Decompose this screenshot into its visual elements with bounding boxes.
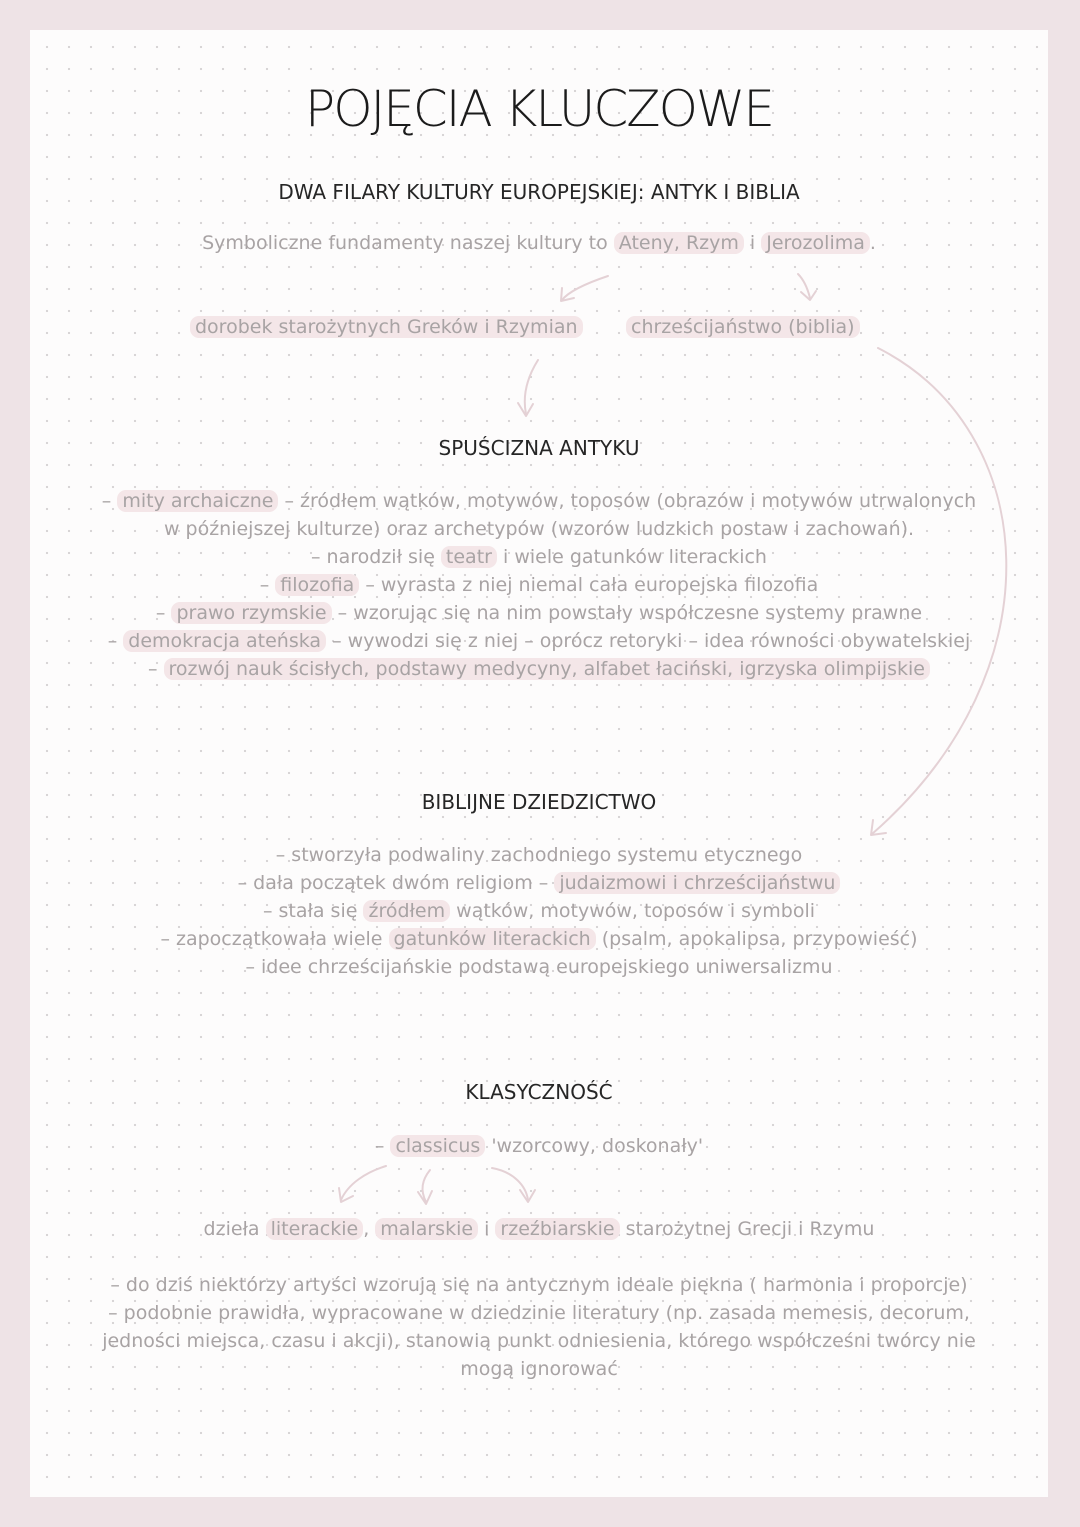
- line-text: – zapoczątkowała wiele: [160, 928, 389, 950]
- dash: –: [155, 602, 172, 624]
- line-text: – stała się: [262, 900, 364, 922]
- arrow-classicus-left-head: [339, 1188, 353, 1202]
- line-text: starożytnej Grecji i Rzymu: [619, 1218, 875, 1240]
- line-text: wątków, motywów, toposów i symboli: [450, 900, 816, 922]
- branch-left-wrap: [190, 316, 590, 338]
- highlight-gatunki: gatunków literackich: [389, 928, 596, 950]
- arrow-classicus-right: [492, 1168, 528, 1200]
- spuscizna-line-6: [30, 630, 1048, 652]
- highlight-demokracja: demokracja ateńska: [123, 630, 326, 652]
- separator: ,: [363, 1218, 376, 1240]
- klasycznosc-line-1: [30, 1135, 1048, 1157]
- spuscizna-line-3: [30, 546, 1048, 568]
- biblijne-line-2: [30, 872, 1048, 894]
- line-text: – dała początek dwóm religiom –: [237, 872, 555, 894]
- arrow-to-biblia-branch: [798, 274, 810, 298]
- klasycznosc-para-4: mogą ignorować: [460, 1358, 618, 1380]
- arrow-classicus-mid-head: [418, 1191, 432, 1204]
- arrow-to-spuscizna: [525, 360, 538, 414]
- separator: i: [478, 1218, 496, 1240]
- line-text: – wzorując się na nim powstały współczesne systemy prawne: [331, 602, 923, 624]
- arrow-classicus-mid: [423, 1170, 430, 1202]
- highlight-religie: judaizmowi i chrześcijaństwu: [554, 872, 840, 894]
- intro-line: [30, 232, 1048, 254]
- line-text: 'wzorcowy, doskonały': [485, 1135, 704, 1157]
- dash: –: [107, 630, 124, 652]
- spuscizna-line-5: [30, 602, 1048, 624]
- section-heading-biblijne: BIBLIJNE DZIEDZICTWO: [421, 790, 657, 814]
- highlight-prawo: prawo rzymskie: [171, 602, 331, 624]
- arrow-to-spuscizna-head: [518, 403, 533, 416]
- intro-connector: i: [743, 232, 762, 254]
- biblijne-line-5: – idee chrześcijańskie podstawą europejskiego uniwersalizmu: [245, 956, 833, 978]
- highlight-classicus: classicus: [390, 1135, 485, 1157]
- highlight-teatr: teatr: [441, 546, 497, 568]
- arrow-to-biblia-branch-head: [801, 291, 816, 300]
- klasycznosc-para-3: jedności miejsca, czasu i akcji), stanowią punkt odniesienia, którego współcześni twórcy nie: [102, 1330, 976, 1352]
- dash: –: [374, 1135, 391, 1157]
- highlight-nauki: rozwój nauk ścisłych, podstawy medycyny, alfabet łaciński, igrzyska olimpijskie: [164, 658, 930, 680]
- klasycznosc-para-2: – podobnie prawidła, wypracowane w dziedzinie literatury (np. zasada memesis, decorum,: [108, 1302, 970, 1324]
- branch-right-wrap: [626, 316, 926, 338]
- biblijne-line-3: [30, 900, 1048, 922]
- notes-page: [30, 30, 1048, 1497]
- branch-biblia: chrześcijaństwo (biblia): [626, 316, 860, 338]
- klasycznosc-line-2: [30, 1218, 1048, 1240]
- line-text: – narodził się: [311, 546, 441, 568]
- dash: –: [147, 658, 164, 680]
- line-text: – wywodzi się z niej – oprócz retoryki – idea równości obywatelskiej: [326, 630, 971, 652]
- highlight-literackie: literackie: [266, 1218, 364, 1240]
- arrow-classicus-left: [341, 1166, 386, 1200]
- intro-period: .: [869, 232, 876, 254]
- biblijne-line-1: – stworzyła podwaliny zachodniego systemu etycznego: [275, 844, 803, 866]
- biblijne-line-4: [30, 928, 1048, 950]
- branch-antyk: dorobek starożytnych Greków i Rzymian: [190, 316, 583, 338]
- section-heading-klasycznosc: KLASYCZNOŚĆ: [465, 1080, 613, 1104]
- spuscizna-line-1: [30, 490, 1048, 512]
- spuscizna-line-4: [30, 574, 1048, 596]
- spuscizna-line-7: [30, 658, 1048, 680]
- highlight-malarskie: malarskie: [375, 1218, 478, 1240]
- highlight-ateny-rzym: Ateny, Rzym: [614, 232, 744, 254]
- intro-text: Symboliczne fundamenty naszej kultury to: [202, 232, 614, 254]
- line-text: i wiele gatunków literackich: [496, 546, 767, 568]
- line-text: – wyrasta z niej niemal cała europejska filozofia: [359, 574, 819, 596]
- dash: –: [101, 490, 118, 512]
- spuscizna-line-2: w późniejszej kulturze) oraz archetypów (wzorów ludzkich postaw i zachowań).: [163, 518, 915, 540]
- dash: –: [259, 574, 276, 596]
- arrow-to-antyk-branch-head: [561, 288, 574, 301]
- highlight-zrodlem: źródłem: [363, 900, 450, 922]
- page-title: POJĘCIA KLUCZOWE: [305, 80, 773, 138]
- arrow-to-antyk-branch: [562, 276, 608, 300]
- section-heading-dwa-filary: DWA FILARY KULTURY EUROPEJSKIEJ: ANTYK I BIBLIA: [278, 180, 800, 204]
- line-text: – źródłem wątków, motywów, toposów (obrazów i motywów utrwalonych: [278, 490, 977, 512]
- arrow-classicus-right-head: [520, 1190, 535, 1202]
- line-text: dzieła: [203, 1218, 266, 1240]
- highlight-jerozolima: Jerozolima: [761, 232, 870, 254]
- highlight-mity: mity archaiczne: [117, 490, 278, 512]
- arrow-to-biblijne-head: [871, 820, 886, 835]
- section-heading-spuscizna: SPUŚCIZNA ANTYKU: [438, 436, 640, 460]
- highlight-rzezbiarskie: rzeźbiarskie: [495, 1218, 619, 1240]
- klasycznosc-para-1: – do dziś niektórzy artyści wzorują się na antycznym ideale piękna ( harmonia i proporcje): [110, 1274, 968, 1296]
- line-text: (psalm, apokalipsa, przypowieść): [595, 928, 918, 950]
- highlight-filozofia: filozofia: [275, 574, 359, 596]
